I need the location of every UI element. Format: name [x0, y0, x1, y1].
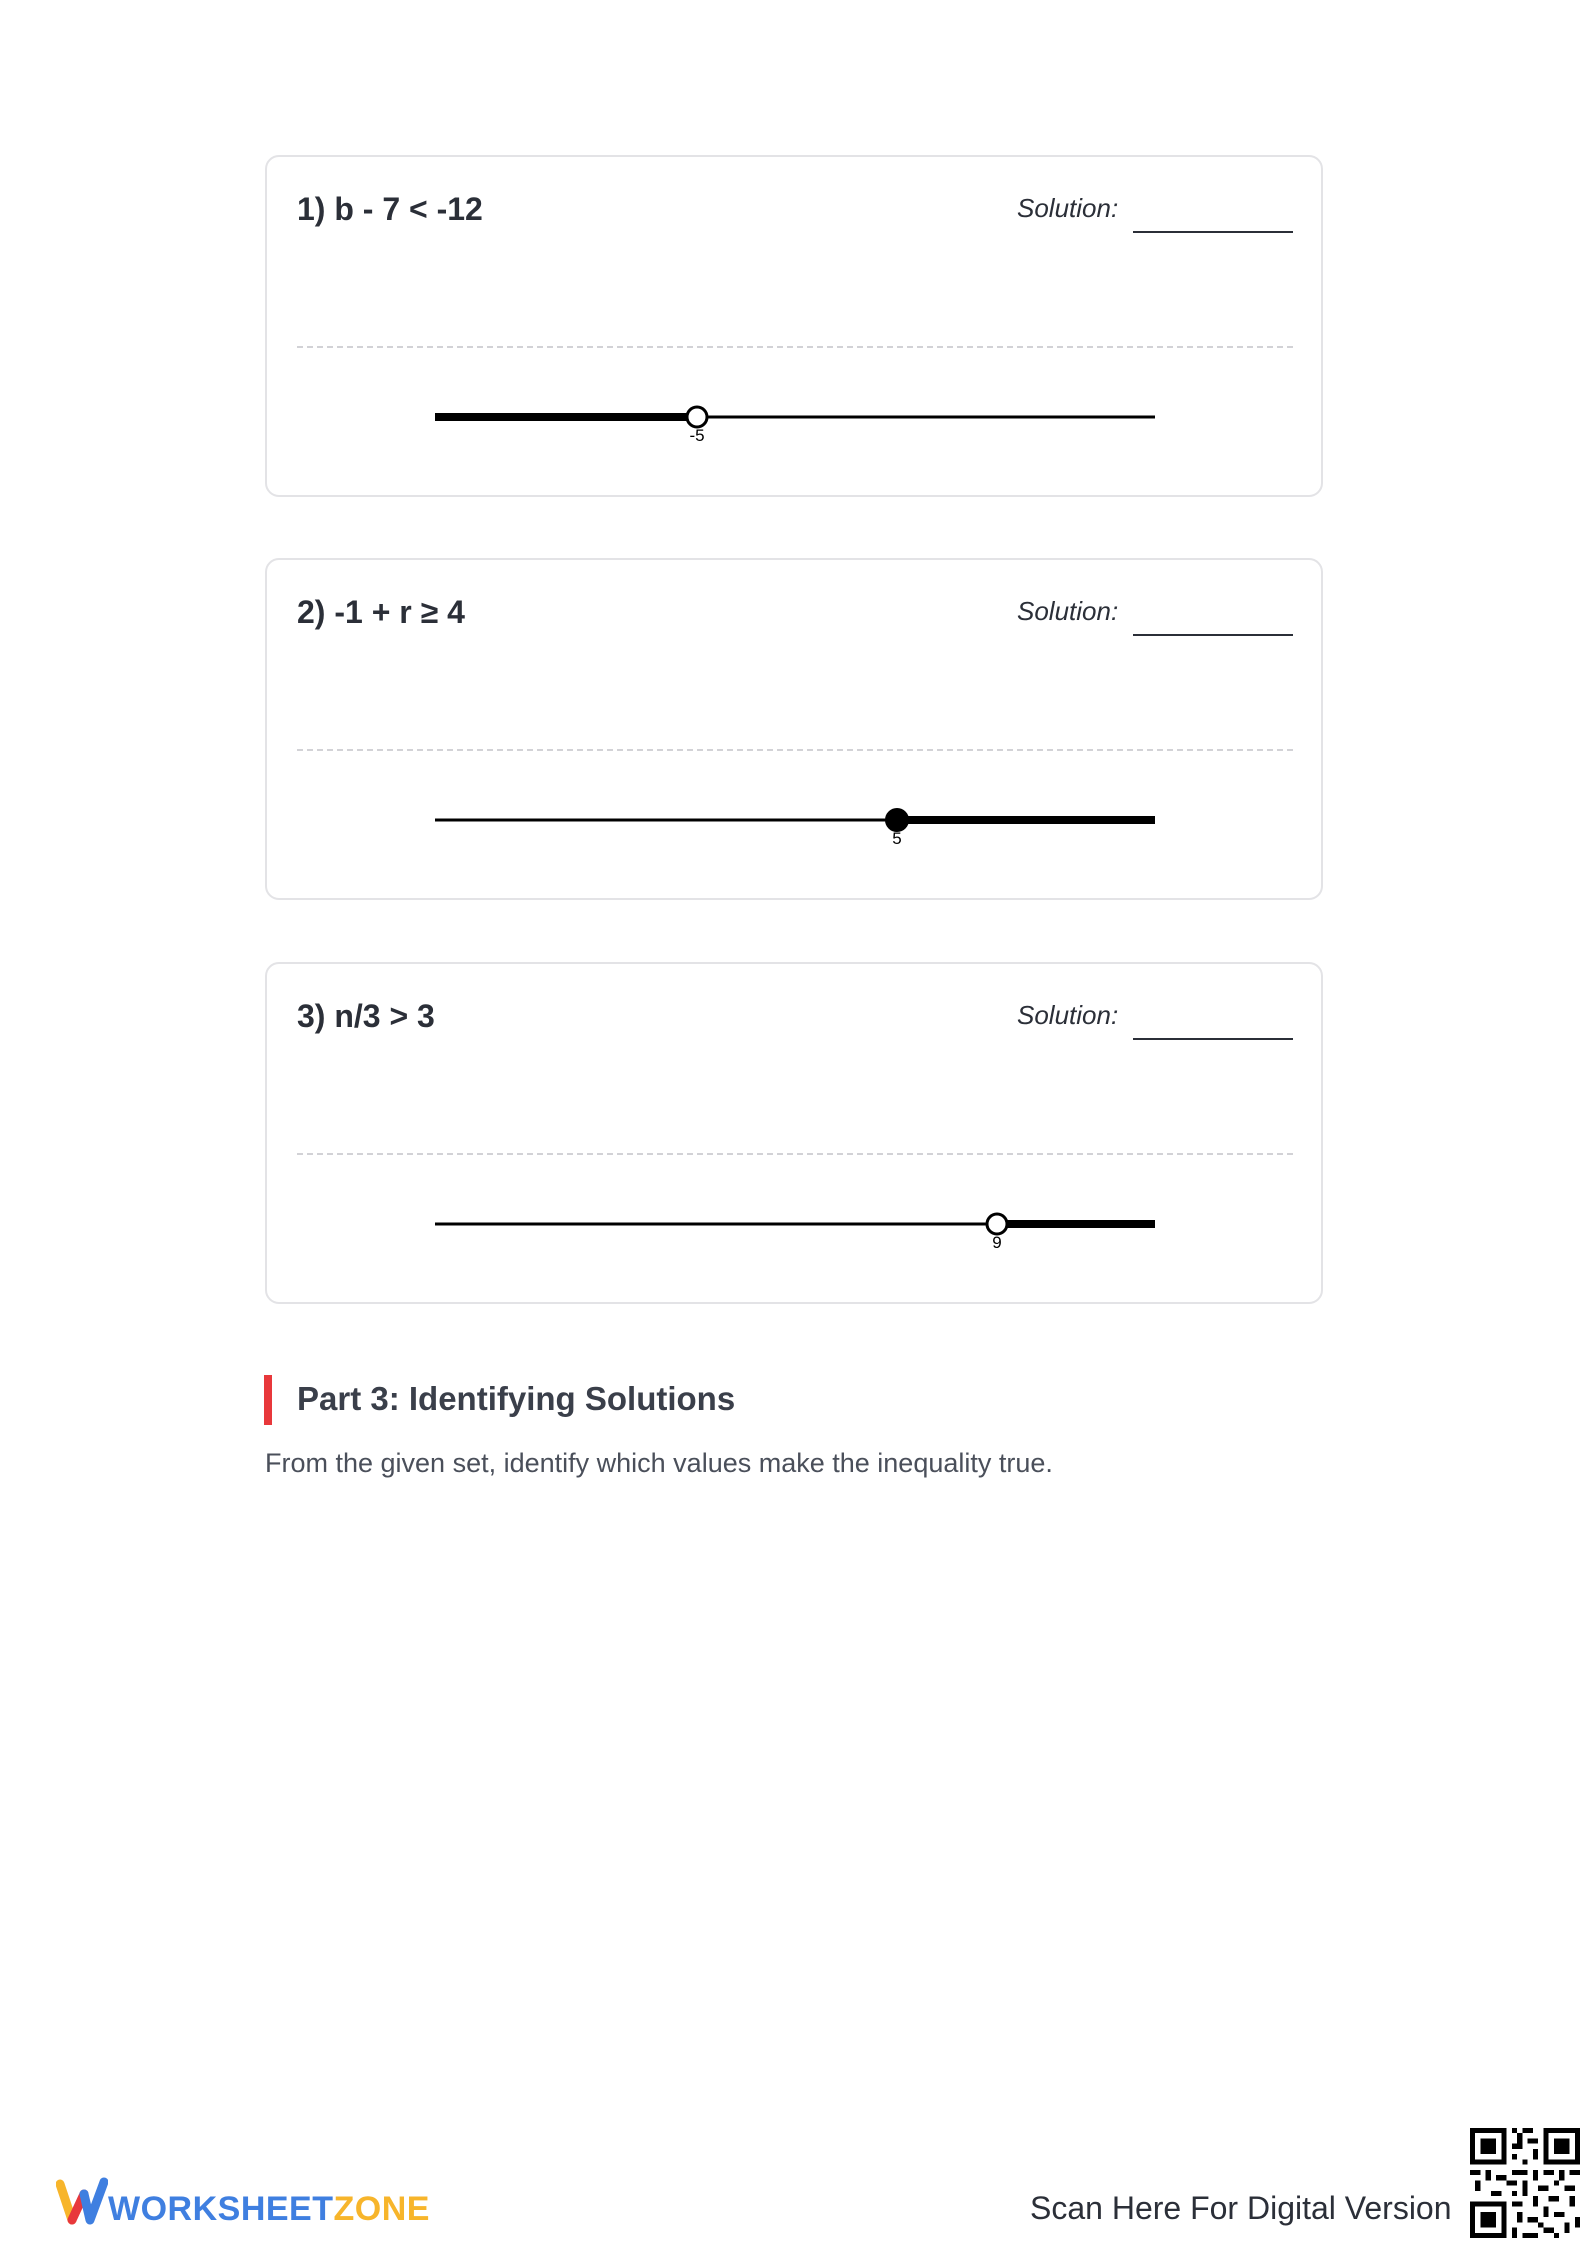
point-label: -5 — [689, 426, 705, 445]
problem-card-3 — [265, 962, 1323, 1304]
open-point-marker — [687, 407, 707, 427]
closed-point-marker — [886, 809, 908, 831]
section-description: From the given set, identify which values make the inequality true. — [265, 1448, 1053, 1478]
worksheetzone-logo-icon — [56, 2176, 108, 2228]
point-label: 9 — [992, 1233, 1002, 1252]
scan-instruction: Scan Here For Digital Version — [1030, 2190, 1452, 2226]
number-line — [267, 964, 1325, 1306]
point-label: 5 — [892, 829, 902, 848]
worksheetzone-logo-text[interactable] — [108, 2190, 430, 2229]
problem-label: 3) n/3 > 3 — [297, 998, 435, 1034]
section-accent-bar — [264, 1375, 272, 1425]
problem-label: 1) b - 7 < -12 — [297, 191, 483, 227]
solution-label: Solution: — [1017, 596, 1119, 626]
open-point-marker — [987, 1214, 1007, 1234]
logo-text-zone: ZONE — [333, 2190, 430, 2228]
problem-card-2 — [265, 558, 1323, 900]
solution-label: Solution: — [1017, 193, 1119, 223]
section-title: Part 3: Identifying Solutions — [297, 1380, 736, 1417]
logo-text-worksheet: WORKSHEET — [108, 2190, 334, 2228]
problem-label: 2) -1 + r ≥ 4 — [297, 594, 465, 630]
problem-card-1 — [265, 155, 1323, 497]
number-line — [267, 157, 1325, 499]
solution-label: Solution: — [1017, 1000, 1119, 1030]
number-line — [267, 560, 1325, 902]
qr-code-icon[interactable] — [1470, 2128, 1580, 2238]
